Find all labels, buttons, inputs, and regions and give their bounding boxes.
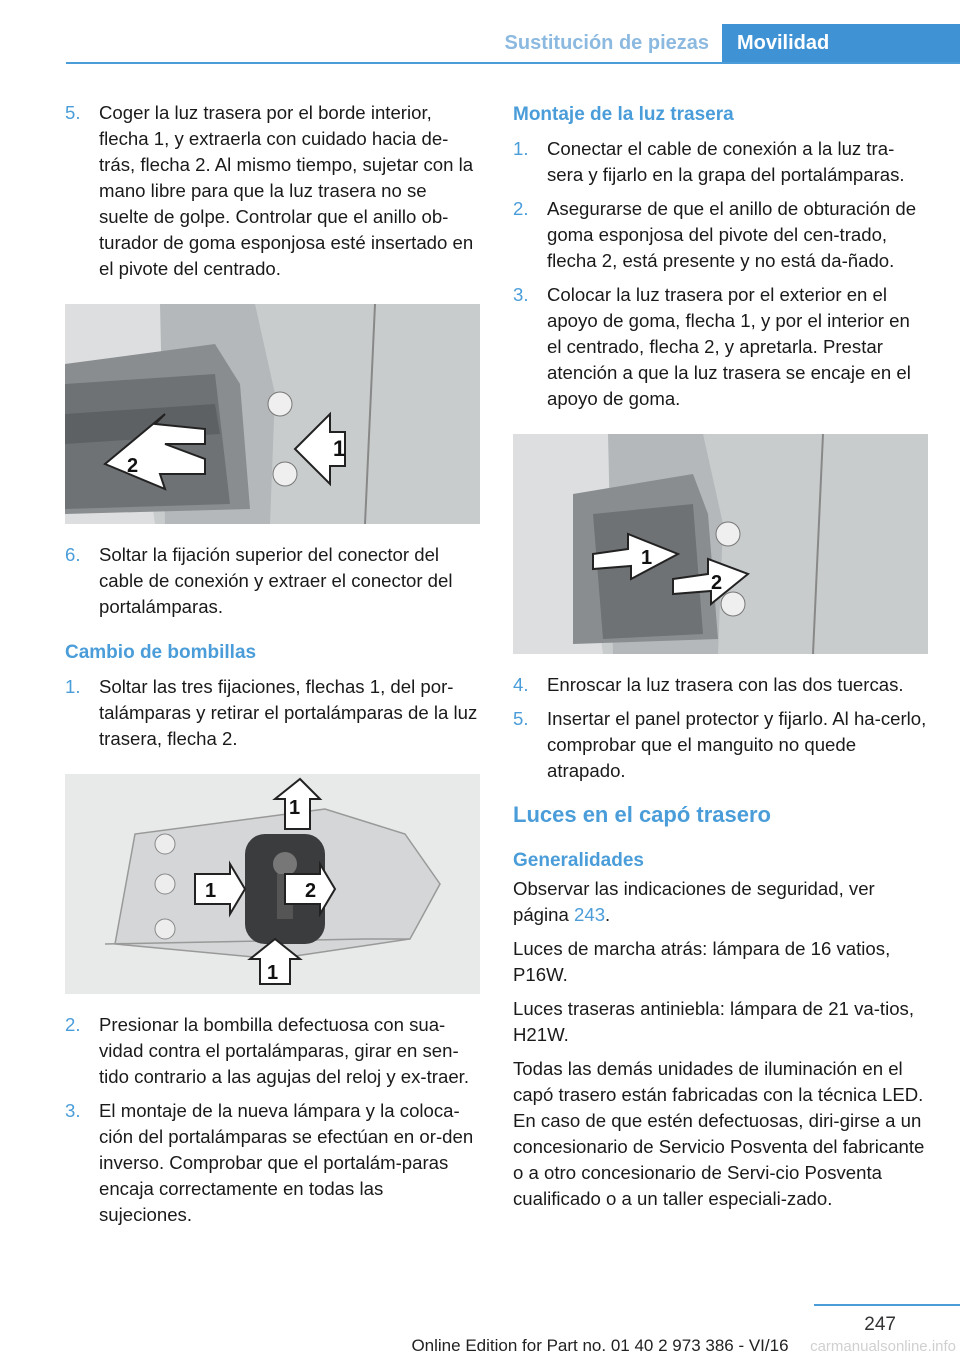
- section-heading: Cambio de bombillas: [65, 642, 257, 663]
- figure-tail-light-removal: [65, 304, 480, 524]
- fig-label: 1: [289, 797, 301, 819]
- step-number: 4.: [513, 674, 529, 695]
- step-text: Coger la luz trasera por el borde interior, flecha 1, y extraerla con cuidado hacia de‐trás, flecha 2. Al mismo tiempo, sujetar con la mano libre para que la luz trasera no se suelte de golpe. Controlar que el anillo ob‐turador de goma esponjosa esté insertado en el pivote del centrado.: [99, 102, 474, 279]
- step-text: Insertar el panel protector y fijarlo. Al ha‐cerlo, comprobar que el manguito no quede atrapado.: [547, 708, 927, 781]
- header-rule: [66, 62, 960, 64]
- step-number: 3.: [513, 284, 529, 305]
- figure-bulb-holder: [65, 774, 480, 994]
- page-header: [0, 0, 960, 64]
- step-text: Asegurarse de que el anillo de obturación de goma esponjosa del pivote del cen‐trado, flecha 2, está presente y no está da‐ñado.: [547, 198, 917, 271]
- step-number: 1.: [513, 138, 529, 159]
- figure-tail-light-mounting: [513, 434, 928, 654]
- chapter-heading: Luces en el capó trasero: [513, 802, 771, 827]
- footer-rule: [814, 1304, 960, 1306]
- section-title: Sustitución de piezas: [504, 32, 709, 54]
- fig-label: 1: [267, 962, 279, 984]
- edition-note: Online Edition for Part no. 01 40 2 973 386 - VI/16: [411, 1336, 789, 1355]
- safety-paragraph: Observar las indicaciones de seguridad, ver página 243.: [513, 878, 875, 925]
- fog-lights-paragraph: Luces traseras antiniebla: lámpara de 21 va‐tios, H21W.: [513, 998, 915, 1045]
- list-item: [510, 136, 928, 188]
- watermark: carmanualsonline.info: [810, 1338, 956, 1355]
- right-column: [510, 100, 928, 1220]
- list-item: [62, 100, 480, 282]
- list-item: [62, 1012, 480, 1090]
- list-item: [62, 542, 480, 620]
- step-text: Colocar la luz trasera por el exterior en el apoyo de goma, flecha 1, y por el interior en el centrado, flecha 2, y apretarla. Prestar atención a que la luz trasera se encaje en el apoyo de goma.: [547, 284, 911, 409]
- step-text: Conectar el cable de conexión a la luz tra‐sera y fijarlo en la grapa del portalámparas.: [547, 138, 905, 185]
- step-text: Soltar las tres fijaciones, flechas 1, del por‐talámparas y retirar el portalámparas de la luz trasera, flecha 2.: [99, 676, 478, 749]
- led-paragraph: Todas las demás unidades de iluminación en el capó trasero están fabricadas con la técnica LED. En caso de que estén defectuosas, diri‐girse a un concesionario de Servicio Posventa del fabricante o a otro concesionario de Servi‐cio Posventa cualificado o a un taller especiali‐zado.: [513, 1058, 925, 1209]
- step-number: 2.: [65, 1014, 81, 1035]
- page-number: 247: [864, 1314, 896, 1335]
- reverse-lights-paragraph: Luces de marcha atrás: lámpara de 16 vatios, P16W.: [513, 938, 891, 985]
- fig-label: 1: [205, 880, 217, 902]
- step-text: Enroscar la luz trasera con las dos tuercas.: [547, 674, 904, 695]
- step-number: 5.: [513, 708, 529, 729]
- section-heading: Generalidades: [513, 850, 644, 871]
- step-text: Soltar la fijación superior del conector del cable de conexión y extraer el conector del portalámparas.: [99, 544, 453, 617]
- list-item: [62, 1098, 480, 1228]
- left-column: [62, 100, 480, 1236]
- fig-label: 2: [127, 455, 139, 477]
- list-item: [510, 282, 928, 412]
- list-item: [510, 672, 928, 698]
- step-text: El montaje de la nueva lámpara y la coloca‐ción del portalámparas se efectúan en or‐den inverso. Comprobar que el portalám‐paras encaja correctamente en todas las sujeciones.: [99, 1100, 474, 1225]
- list-item: [62, 674, 480, 752]
- page-link[interactable]: 243: [574, 904, 606, 925]
- fig-label: 1: [641, 547, 653, 569]
- step-number: 5.: [65, 102, 81, 123]
- fig-label: 2: [711, 572, 723, 594]
- step-text: Presionar la bombilla defectuosa con sua‐vidad contra el portalámparas, girar en sen‐tido contrario a las agujas del reloj y ex‐traer.: [99, 1014, 469, 1087]
- section-heading: Montaje de la luz trasera: [513, 104, 734, 125]
- chapter-tab: Movilidad: [722, 24, 960, 62]
- fig-label: 2: [305, 880, 317, 902]
- list-item: [510, 196, 928, 274]
- fig-label: 1: [333, 436, 346, 461]
- list-item: [510, 706, 928, 784]
- step-number: 3.: [65, 1100, 81, 1121]
- step-number: 2.: [513, 198, 529, 219]
- step-number: 6.: [65, 544, 81, 565]
- step-number: 1.: [65, 676, 81, 697]
